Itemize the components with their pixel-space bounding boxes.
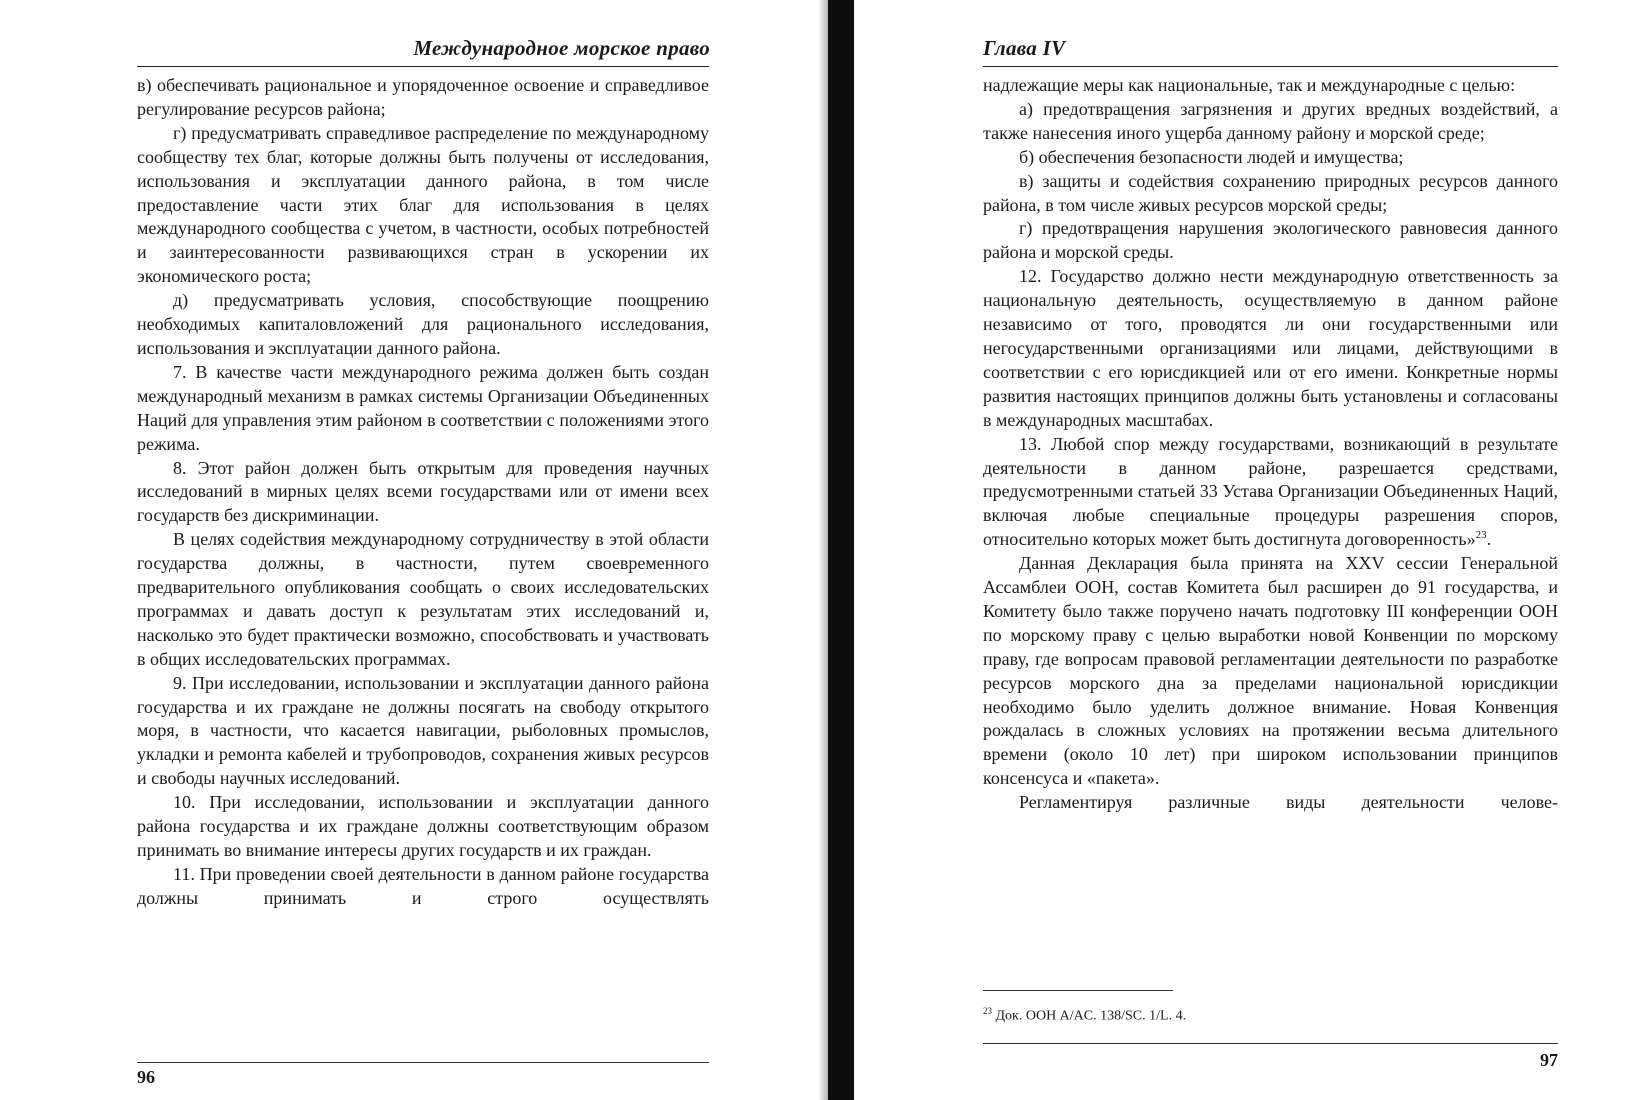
paragraph: Регламентируя различные виды деятельности челове- (1019, 792, 1558, 813)
paragraph: в) защиты и содействия сохранению природных ресурсов данного района, в том числе живых ресурсов морской среды; (983, 170, 1558, 215)
paragraph: г) предусматривать справедливое распределение по международному сообществу тех благ, которые должны быть получены от исследования, использования и эксплуатации данного района, в том числе предоставление части этих благ для использования в целях международного сообщества с учетом, в частности, особых потребностей и заинтересованности развивающихся стран в ускорении их экономического роста; (137, 122, 709, 287)
paragraph: д) предусматривать условия, способствующие поощрению необходимых капиталовложений для рационального исследования, использования и эксплуатации данного района. (137, 290, 709, 358)
footnote-ref-tail: . (1486, 529, 1492, 550)
footer-rule (137, 1062, 709, 1063)
paragraph: 12. Государство должно нести международную ответственность за национальную деятельность, осуществляемую в данном районе независимо от того, проводятся ли они государственными или негосударственными организациями или лицами, действующими в соответствии с его юрисдикцией или от его имени. Конкретные нормы развития настоящих принципов должны быть установлены и согласованы в международных масштабах. (983, 266, 1558, 430)
footnote-text: Док. ООН A/AC. 138/SC. 1/L. 4. (995, 1008, 1187, 1024)
paragraph: 8. Этот район должен быть открытым для проведения научных исследований в мирных целях всеми государствами или от имени всех государств без дискриминации. (137, 457, 709, 526)
right-page (850, 0, 1646, 1100)
header-rule (983, 66, 1558, 67)
body-text (983, 74, 1558, 815)
paragraph: надлежащие меры как национальные, так и международные с целью: (983, 75, 1516, 95)
paragraph: 11. При проведении своей деятельности в данном районе государства должны принимать и строго осуществлять (137, 863, 709, 908)
body-text (137, 74, 709, 911)
paragraph: В целях содействия международному сотрудничеству в этой области государства должны, в частности, путем своевременного предварительного опубликования сообщать о своих исследовательских программах и давать доступ к результатам этих исследований и, насколько это будет практически возможно, способствовать и участвовать в общих исследовательских программах. (137, 529, 709, 669)
paragraph: 10. При исследовании, использовании и эксплуатации данного района государства и их граждане должны соответствующим образом принимать во внимание интересы других государств и их граждан. (137, 792, 709, 860)
paragraph: в) обеспечивать рациональное и упорядоченное освоение и справедливое регулирование ресурсов района; (137, 75, 709, 119)
paragraph: 9. При исследовании, использовании и эксплуатации данного района государства и их граждане не должны посягать на свободу открытого моря, в частности, что касается навигации, рыболовных промыслов, укладки и ремонта кабелей и трубопроводов, сохранения живых ресурсов и свободы научных исследований. (137, 672, 709, 789)
paragraph-text: 13. Любой спор между государствами, возникающий в результате деятельности в данном районе, разрешается средствами, предусмотренными статьей 33 Устава Организации Объединенных Наций, включая любые специальные процедуры разрешения споров, относительно которых может быть достигнута договоренность» (983, 433, 1558, 550)
paragraph: б) обеспечения безопасности людей и имущества; (1019, 146, 1404, 167)
header-rule (137, 66, 709, 67)
page-number: 96 (137, 1067, 155, 1087)
paragraph: а) предотвращения загрязнения и других вредных воздействий, а также нанесения иного ущерба данному району и морской среде; (983, 98, 1558, 143)
paragraph: г) предотвращения нарушения экологического равновесия данного района и морской среды. (983, 218, 1558, 263)
footnote-number: 23 (983, 1006, 992, 1016)
footnote (983, 1002, 1558, 1026)
paragraph (983, 433, 1558, 553)
running-head: Международное морское право (413, 36, 710, 60)
paragraph: 7. В качестве части международного режима должен быть создан международный механизм в рамках системы Организации Объединенных Наций для управления этим районом в соответствии с положениями этого режима. (137, 361, 709, 454)
footnote-reference: 23 (1475, 529, 1487, 542)
page-number: 97 (1540, 1050, 1558, 1070)
paragraph: Данная Декларация была принята на XXV сессии Генеральной Ассамблеи ООН, состав Комитета был расширен до 91 государства, и Комитету было также поручено начать подготовку III конференции ООН по морскому праву с целью выработки новой Конвенции по морскому праву, где вопросам правовой регламентации деятельности по разработке ресурсов морского дна за пределами национальной юрисдикции необходимо было уделить должное внимание. Новая Конвенция рождалась в сложных условиях на протяжении весьма длительного времени (около 10 лет) при широком использовании принципов консенсуса и «пакета». (983, 553, 1558, 789)
running-head: Глава IV (983, 36, 1066, 60)
footnote-rule (983, 990, 1173, 991)
footer-rule (983, 1043, 1558, 1044)
